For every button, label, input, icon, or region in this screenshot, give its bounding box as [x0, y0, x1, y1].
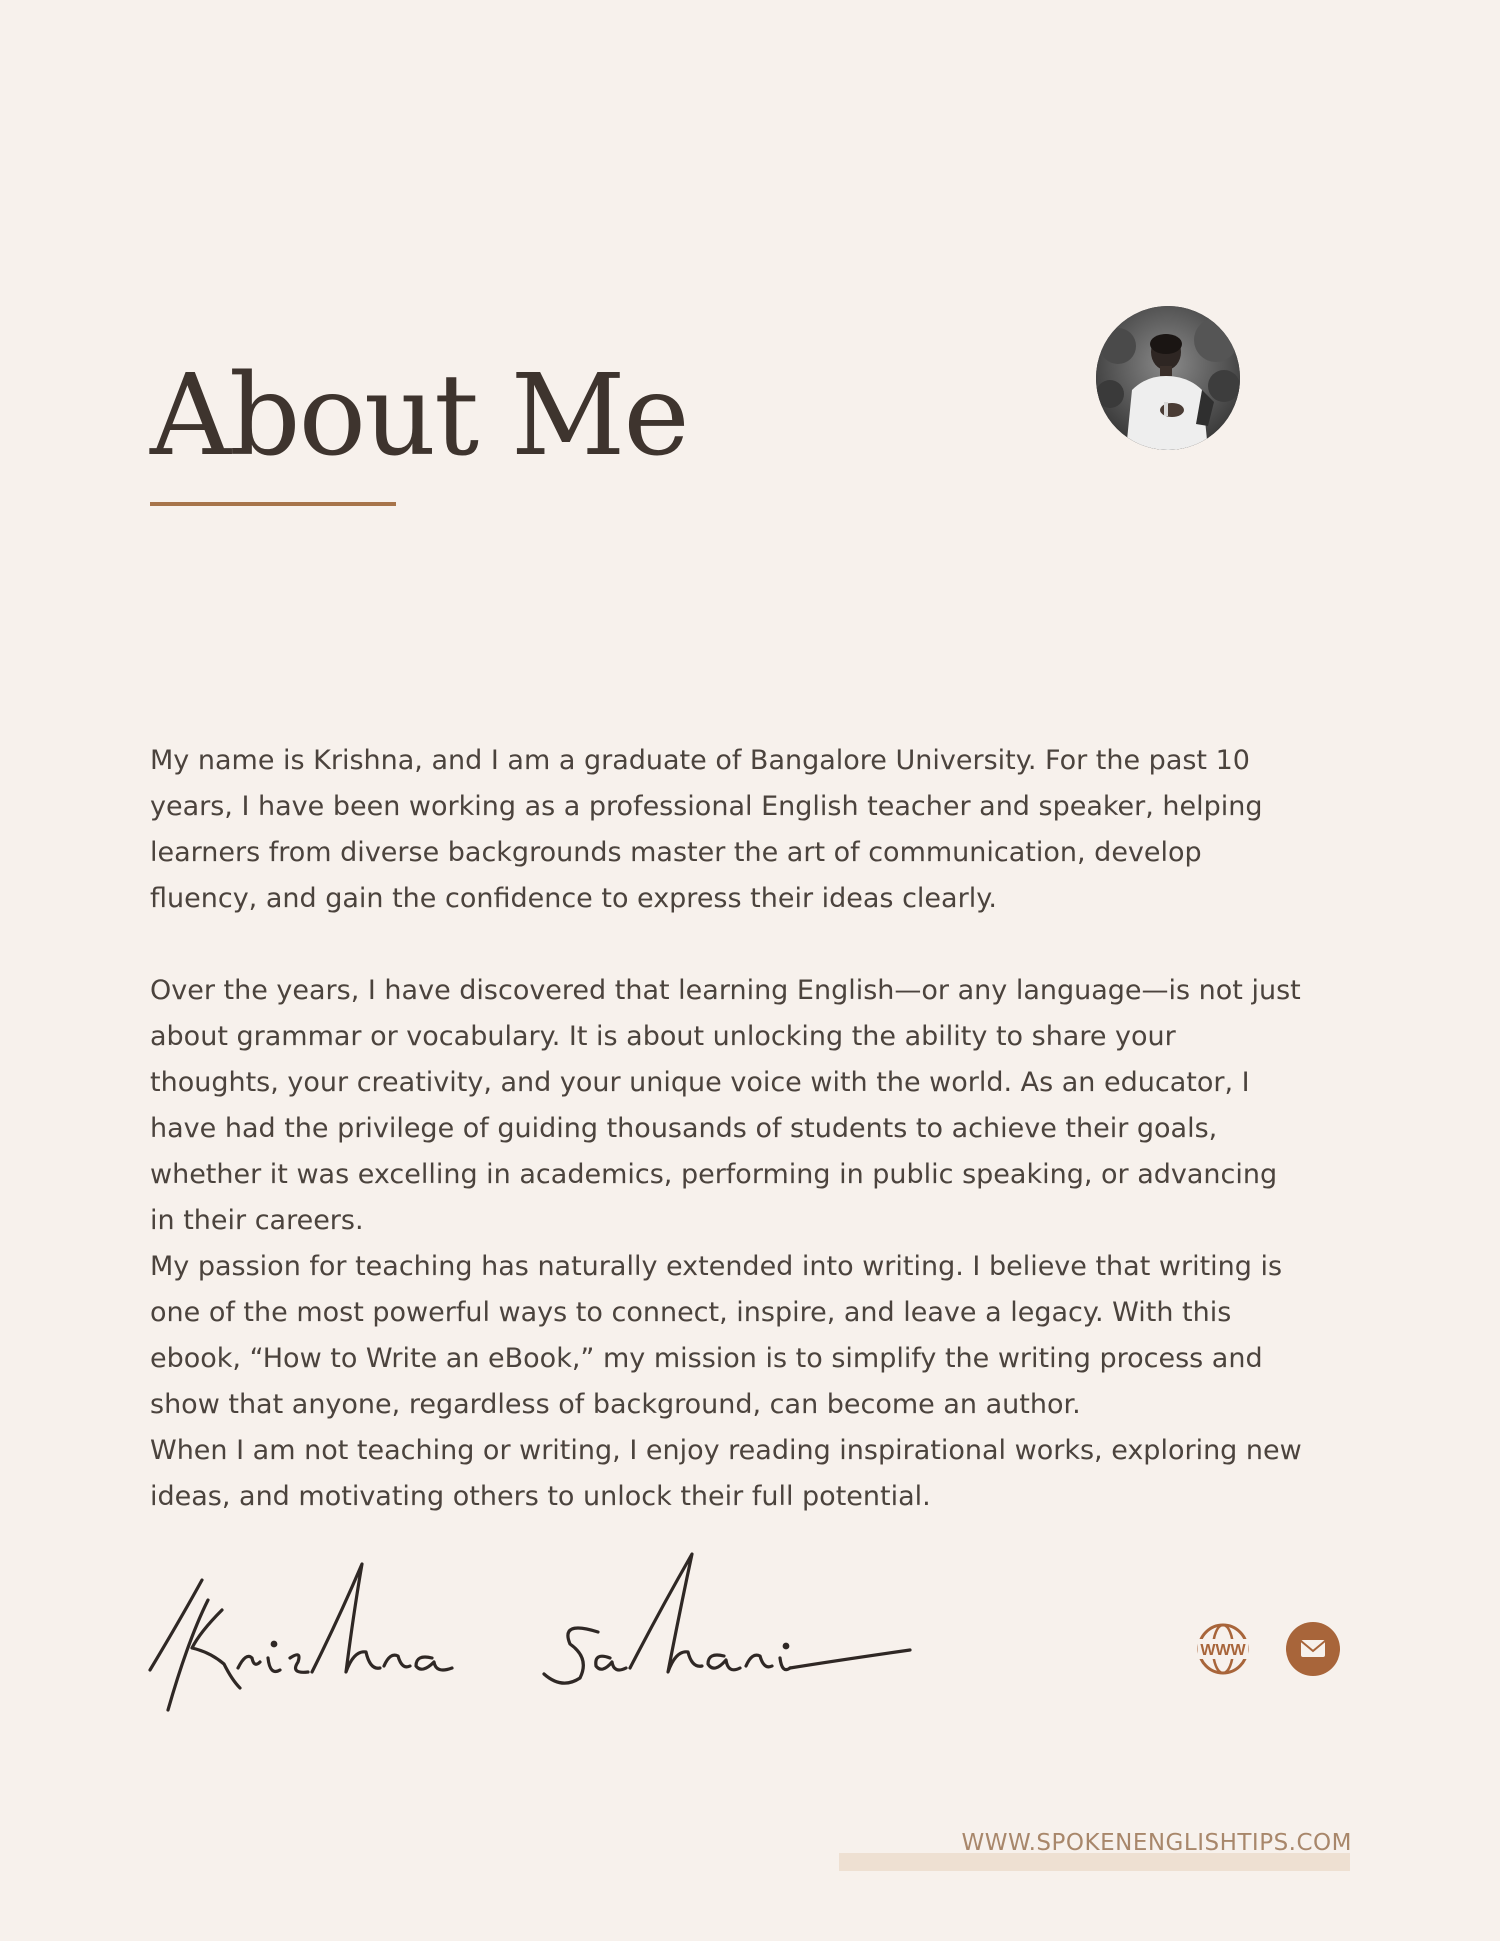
body-paragraph: When I am not teaching or writing, I enjoy reading inspirational works, exploring new ideas, and motivating others to unlock their full potential. [150, 1435, 1302, 1512]
body-paragraph: My name is Krishna, and I am a graduate of Bangalore University. For the past 10 years, I have been working as a professional English teacher and speaker, helping learners from diverse backgrounds master the art of communication, develop fluency, and gain the confidence to express their ideas clearly. [150, 745, 1263, 914]
footer-website-url[interactable]: WWW.SPOKENENGLISHTIPS.COM [961, 1830, 1352, 1856]
handwritten-signature [140, 1540, 960, 1730]
www-label: WWW [1200, 1642, 1246, 1659]
contact-icons [1196, 1622, 1346, 1678]
body-paragraph: My passion for teaching has naturally extended into writing. I believe that writing is one of the most powerful ways to connect, inspire, and leave a legacy. With this ebook, “How to Write an eBook,” my mission is to simplify the writing process and show that anyone, regardless of background, can become an author. [150, 1251, 1283, 1420]
title-underline [150, 502, 396, 506]
envelope-icon [1286, 1622, 1340, 1676]
portrait-photo-icon [1096, 306, 1240, 450]
about-body [150, 738, 1310, 1520]
email-link[interactable] [1286, 1622, 1340, 1676]
page-title: About Me [150, 351, 688, 481]
author-avatar [1096, 306, 1240, 450]
website-link[interactable] [1196, 1622, 1250, 1676]
body-paragraph: Over the years, I have discovered that learning English—or any language—is not just about grammar or vocabulary. It is about unlocking the ability to share your thoughts, your creativity, and your unique voice with the world. As an educator, I have had the privilege of guiding thousands of students to achieve their goals, whether it was excelling in academics, performing in public speaking, or advancing in their careers. [150, 975, 1301, 1236]
www-globe-icon [1196, 1622, 1250, 1676]
